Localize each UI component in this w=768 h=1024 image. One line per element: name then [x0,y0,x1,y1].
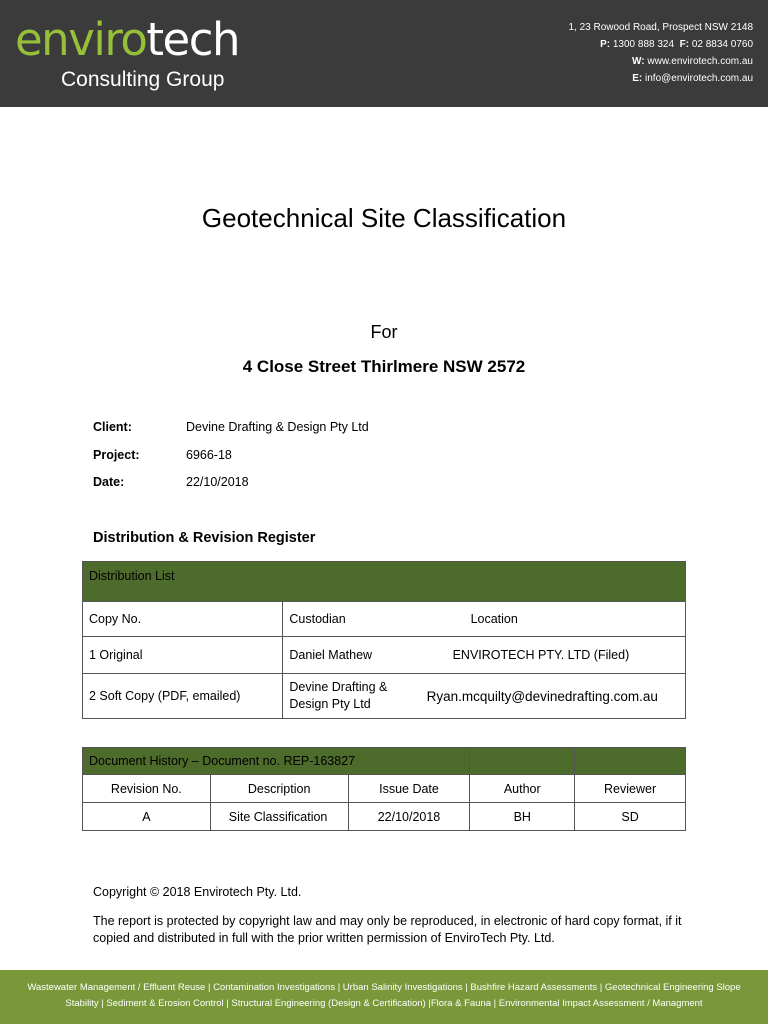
table-cell: A [83,803,211,831]
table-cell: SD [575,803,686,831]
for-label: For [370,322,398,342]
client-value: Devine Drafting & Design Pty Ltd [186,420,369,434]
email-cell: Ryan.mcquilty@devinedrafting.com.au [421,674,686,719]
column-header: Issue Date [348,775,470,803]
services-footer [0,970,768,1024]
table-cell: 1 Original [83,637,283,674]
distribution-table [82,561,686,719]
register-heading: Distribution & Revision Register [93,530,316,546]
column-header: Copy No. [83,602,283,637]
project-value: 6966-18 [186,448,232,462]
column-header: Author [470,775,575,803]
table-cell: BH [470,803,575,831]
contact-block [568,19,753,87]
table-header-row [83,602,686,637]
email-line: E: info@envirotech.com.au [632,73,753,84]
table-cell: Daniel Mathew [283,637,421,674]
email-link[interactable]: info@envirotech.com.au [645,73,753,84]
distribution-title: Distribution List [83,562,686,602]
table-cell: 2 Soft Copy (PDF, emailed) [83,674,283,719]
table-cell: ENVIROTECH PTY. LTD (Filed) [421,637,686,674]
column-header: Location [421,602,686,637]
site-address: 4 Close Street Thirlmere NSW 2572 [242,357,526,376]
table-header-row [83,775,686,803]
document-title: Geotechnical Site Classification [201,203,567,233]
table-cell: Site Classification [210,803,348,831]
date-value: 22/10/2018 [186,475,249,489]
phone-line: P: 1300 888 324 F: 02 8834 0760 [600,39,753,50]
date-label: Date: [93,475,125,489]
distribution-title-row [83,562,686,602]
table-row [83,674,686,719]
history-title-spacer [575,748,686,775]
footer-line-1: Wastewater Management / Effluent Reuse | Contamination Investigations | Urban Salinity Investigations | Bushfire Hazard Assessments | Geotechnical Engineering Slope [27,982,741,993]
table-cell: Devine Drafting & Design Pty Ltd [283,674,421,719]
copyright-line: Copyright © 2018 Envirotech Pty. Ltd. [93,885,302,899]
table-row [83,803,686,831]
logo-subtitle: Consulting Group [61,68,225,91]
history-title-row [83,748,686,775]
column-header: Revision No. [83,775,211,803]
column-header: Custodian [283,602,421,637]
client-label: Client: [93,420,132,434]
copyright-notice: The report is protected by copyright law and may only be reproduced, in electronic of hard copy format, if it copied and distributed in full with the prior written permission of EnviroTech Pty. Ltd. [93,914,682,945]
table-row [83,637,686,674]
footer-line-2: Stability | Sediment & Erosion Control | Structural Engineering (Design & Certification) |Flora & Fauna | Environmental Impact Assessment / Managment [65,998,703,1009]
table-cell: 22/10/2018 [348,803,470,831]
letterhead [0,0,768,107]
web-line: W: www.envirotech.com.au [632,56,753,67]
history-title-spacer [470,748,575,775]
column-header: Description [210,775,348,803]
history-title: Document History – Document no. REP-163827 [83,748,470,775]
website-link[interactable]: www.envirotech.com.au [647,56,753,67]
column-header: Reviewer [575,775,686,803]
company-address: 1, 23 Rowood Road, Prospect NSW 2148 [568,22,753,33]
company-logo: envirotech [15,13,239,66]
document-history-table [82,747,686,831]
project-label: Project: [93,448,140,462]
